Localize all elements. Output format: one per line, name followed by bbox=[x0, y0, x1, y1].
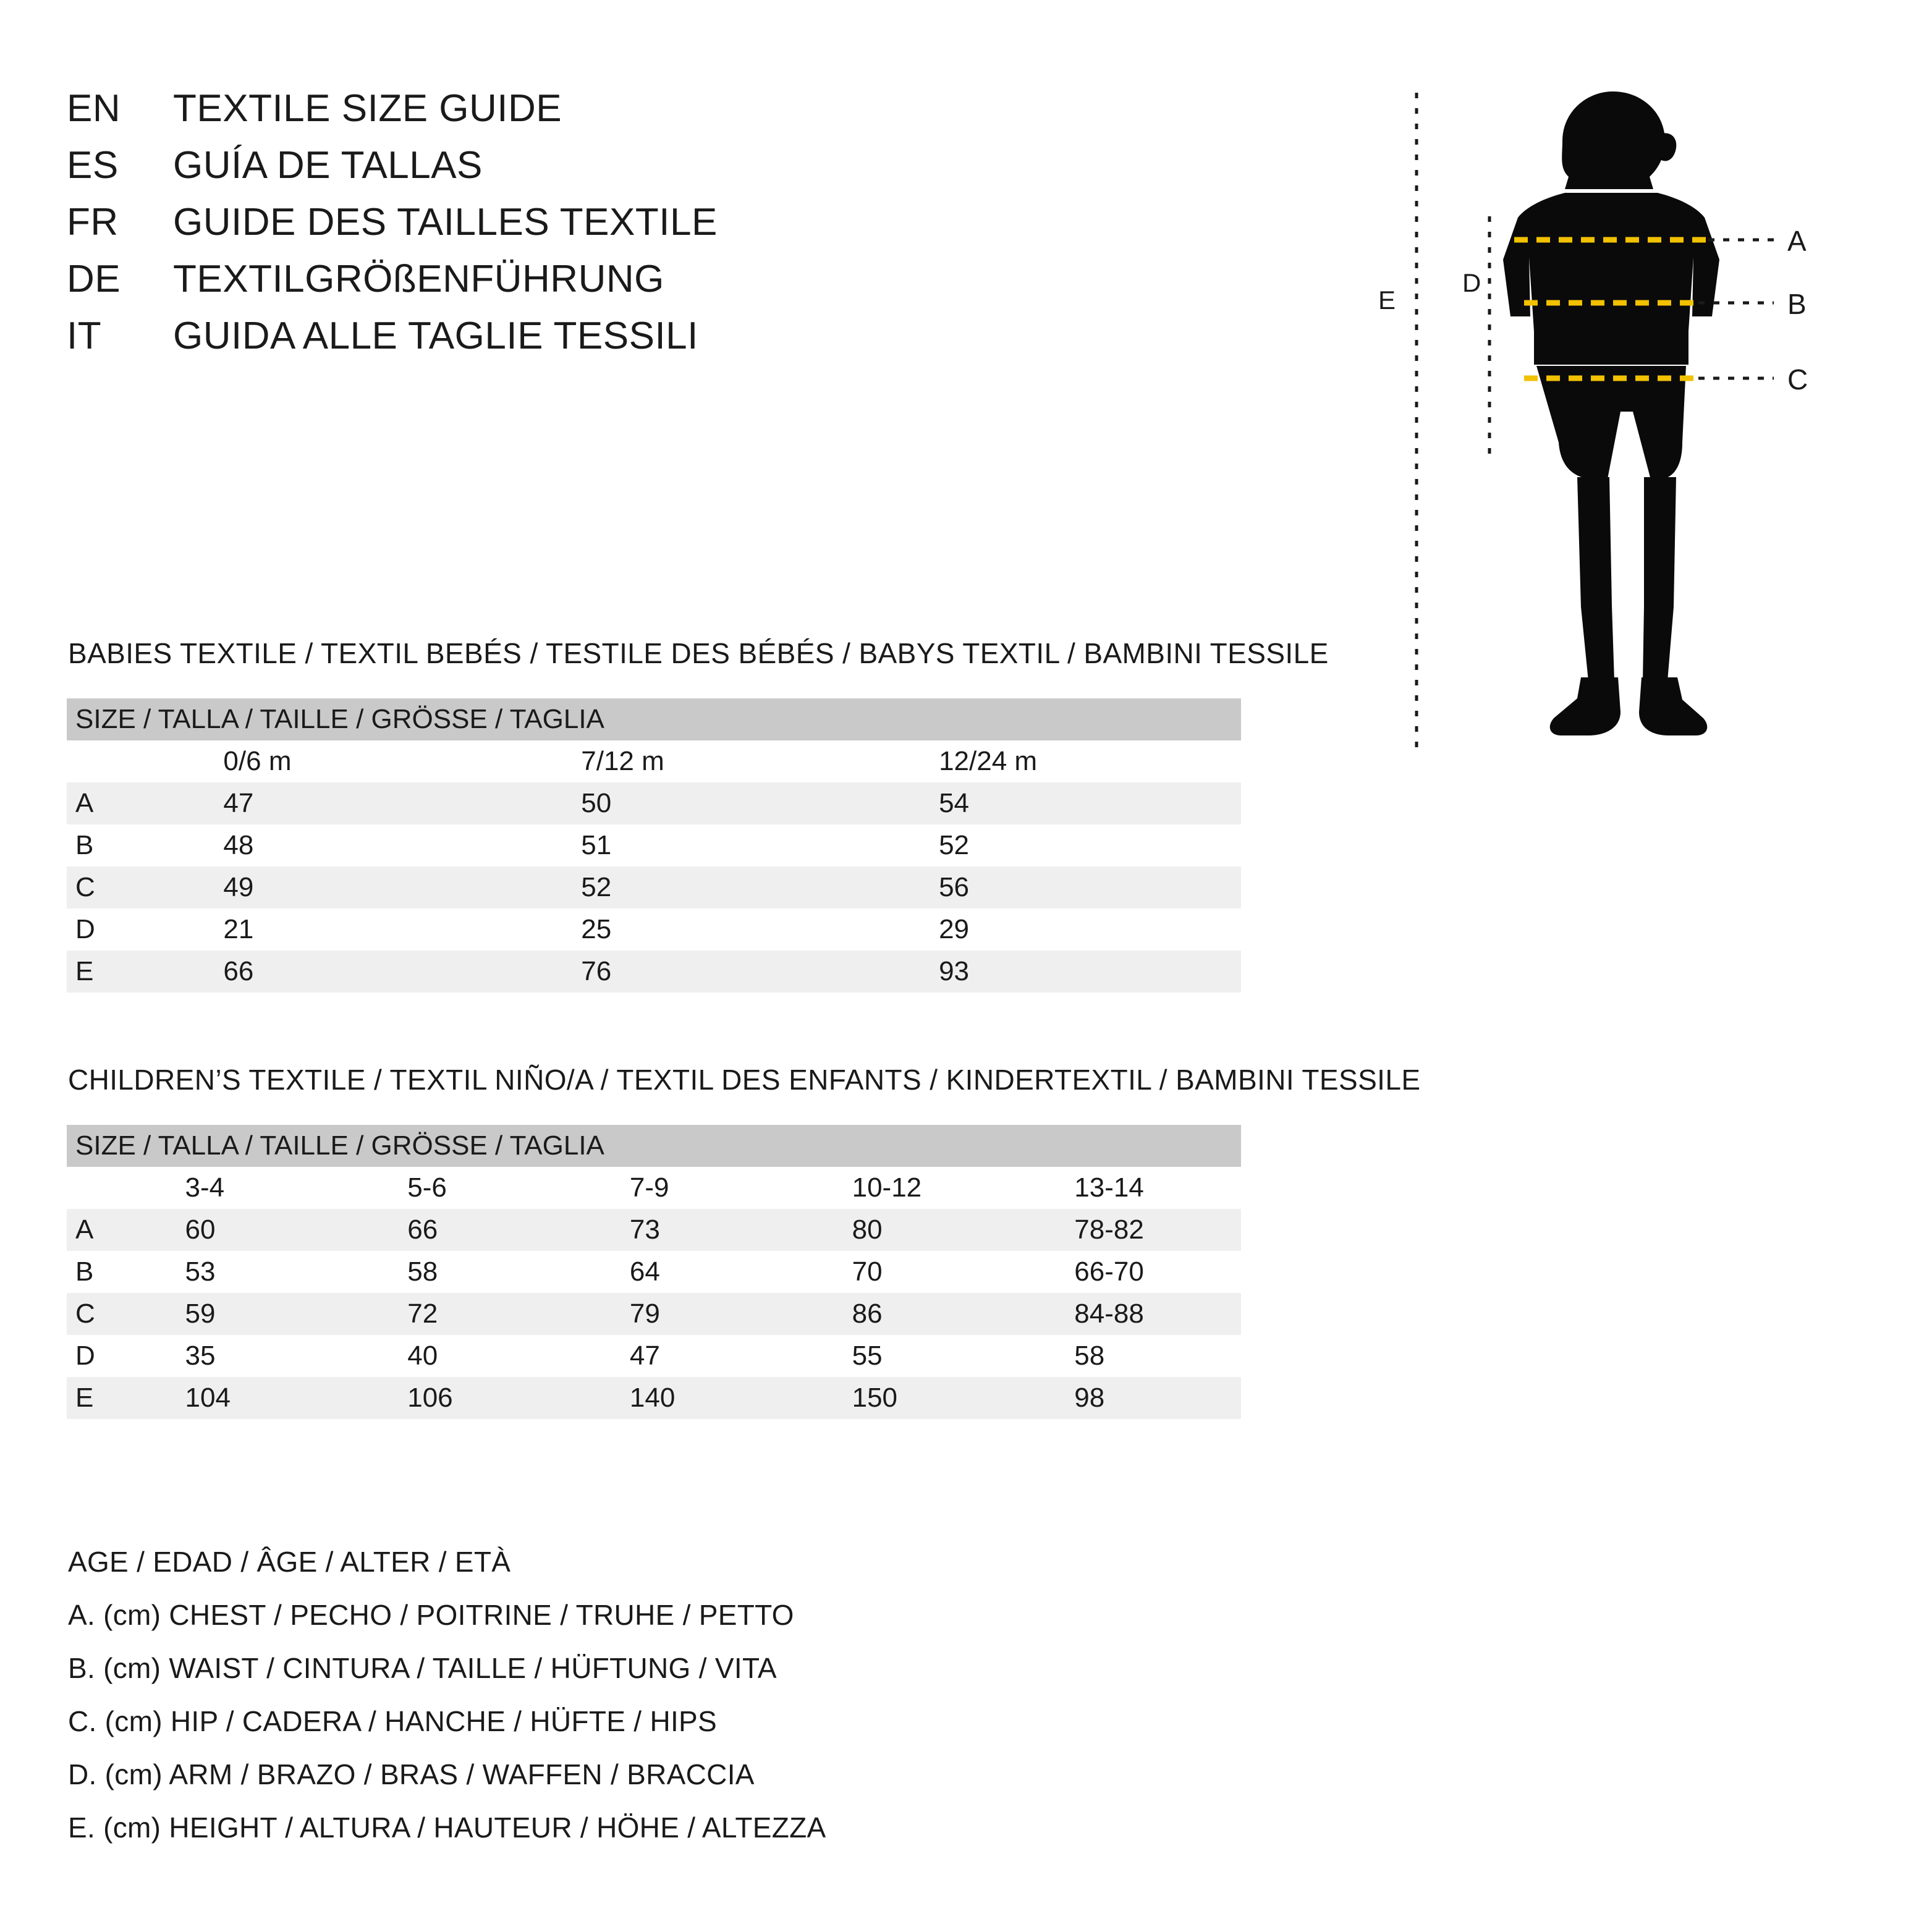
babies-a-1: 50 bbox=[525, 782, 883, 824]
children-a-4: 78-82 bbox=[1019, 1209, 1241, 1251]
table-row bbox=[67, 782, 1241, 824]
children-table bbox=[67, 1125, 1241, 1419]
legend-line-chest: A. (cm) CHEST / PECHO / POITRINE / TRUHE / PETTO bbox=[68, 1599, 794, 1631]
babies-row-label-b: B bbox=[67, 824, 167, 866]
children-d-2: 47 bbox=[574, 1335, 797, 1377]
title-text-it: GUIDA ALLE TAGLIE TESSILI bbox=[173, 315, 698, 357]
children-b-2: 64 bbox=[574, 1251, 797, 1293]
babies-row-label-e: E bbox=[67, 951, 167, 993]
babies-table bbox=[67, 698, 1241, 993]
children-column-0: 3-4 bbox=[130, 1167, 352, 1209]
children-column-header-row bbox=[67, 1167, 1241, 1209]
children-column-2: 7-9 bbox=[574, 1167, 797, 1209]
children-row-label-b: B bbox=[67, 1251, 130, 1293]
babies-column-header-row bbox=[67, 740, 1241, 782]
legend-block bbox=[68, 1545, 1428, 1864]
children-c-3: 86 bbox=[797, 1293, 1019, 1335]
title-text-de: TEXTILGRÖßENFÜHRUNG bbox=[173, 258, 664, 300]
babies-e-0: 66 bbox=[167, 951, 525, 993]
children-section-heading: CHILDREN’S TEXTILE / TEXTIL NIÑO/A / TEXTIL DES ENFANTS / KINDERTEXTIL / BAMBINI TESSILE bbox=[68, 1064, 1421, 1096]
babies-size-band-row bbox=[67, 698, 1241, 740]
children-size-table bbox=[67, 1125, 1241, 1419]
title-text-es: GUÍA DE TALLAS bbox=[173, 144, 483, 187]
children-row-label-d: D bbox=[67, 1335, 130, 1377]
children-c-1: 72 bbox=[352, 1293, 574, 1335]
title-text-fr: GUIDE DES TAILLES TEXTILE bbox=[173, 201, 718, 244]
children-corner-cell bbox=[67, 1167, 130, 1209]
title-text-en: TEXTILE SIZE GUIDE bbox=[173, 87, 562, 130]
title-lang-es: ES bbox=[67, 144, 119, 187]
babies-b-2: 52 bbox=[883, 824, 1241, 866]
title-row-it bbox=[67, 314, 1241, 371]
children-column-3: 10-12 bbox=[797, 1167, 1019, 1209]
children-a-1: 66 bbox=[352, 1209, 574, 1251]
table-row bbox=[67, 866, 1241, 909]
legend-line-age: AGE / EDAD / ÂGE / ALTER / ETÀ bbox=[68, 1546, 511, 1578]
table-row bbox=[67, 951, 1241, 993]
children-c-2: 79 bbox=[574, 1293, 797, 1335]
table-row bbox=[67, 1209, 1241, 1251]
title-row-en bbox=[67, 87, 1241, 143]
babies-row-label-a: A bbox=[67, 782, 167, 824]
children-a-0: 60 bbox=[130, 1209, 352, 1251]
children-column-4: 13-14 bbox=[1019, 1167, 1241, 1209]
table-row bbox=[67, 1335, 1241, 1377]
children-b-0: 53 bbox=[130, 1251, 352, 1293]
children-b-1: 58 bbox=[352, 1251, 574, 1293]
table-row bbox=[67, 1377, 1241, 1419]
measurement-figure bbox=[1378, 74, 1885, 766]
babies-c-1: 52 bbox=[525, 866, 883, 909]
children-e-0: 104 bbox=[130, 1377, 352, 1419]
babies-column-0: 0/6 m bbox=[167, 740, 525, 782]
babies-c-2: 56 bbox=[883, 866, 1241, 909]
babies-section-heading: BABIES TEXTILE / TEXTIL BEBÉS / TESTILE DES BÉBÉS / BABYS TEXTIL / BAMBINI TESSILE bbox=[68, 637, 1329, 669]
table-row bbox=[67, 1251, 1241, 1293]
figure-label-d: D bbox=[1462, 268, 1481, 297]
babies-d-1: 25 bbox=[525, 909, 883, 951]
legend-line-arm: D. (cm) ARM / BRAZO / BRAS / WAFFEN / BRACCIA bbox=[68, 1758, 755, 1790]
title-row-fr bbox=[67, 200, 1241, 257]
babies-row-label-c: C bbox=[67, 866, 167, 909]
babies-corner-cell bbox=[67, 740, 167, 782]
babies-d-0: 21 bbox=[167, 909, 525, 951]
children-b-3: 70 bbox=[797, 1251, 1019, 1293]
babies-size-band-label: SIZE / TALLA / TAILLE / GRÖSSE / TAGLIA bbox=[67, 698, 1241, 740]
title-lang-it: IT bbox=[67, 315, 102, 357]
children-e-1: 106 bbox=[352, 1377, 574, 1419]
title-lang-de: DE bbox=[67, 258, 121, 300]
children-e-4: 98 bbox=[1019, 1377, 1241, 1419]
babies-b-0: 48 bbox=[167, 824, 525, 866]
children-row-label-c: C bbox=[67, 1293, 130, 1335]
children-b-4: 66-70 bbox=[1019, 1251, 1241, 1293]
figure-label-c: C bbox=[1787, 363, 1808, 396]
figure-label-e: E bbox=[1378, 286, 1396, 315]
children-row-label-e: E bbox=[67, 1377, 130, 1419]
table-row bbox=[67, 909, 1241, 951]
babies-column-2: 12/24 m bbox=[883, 740, 1241, 782]
figure-label-a: A bbox=[1787, 225, 1807, 257]
children-e-3: 150 bbox=[797, 1377, 1019, 1419]
children-size-band-row bbox=[67, 1125, 1241, 1167]
children-a-2: 73 bbox=[574, 1209, 797, 1251]
figure-label-b: B bbox=[1787, 288, 1807, 320]
babies-a-2: 54 bbox=[883, 782, 1241, 824]
children-d-0: 35 bbox=[130, 1335, 352, 1377]
title-lang-fr: FR bbox=[67, 201, 119, 244]
babies-a-0: 47 bbox=[167, 782, 525, 824]
babies-b-1: 51 bbox=[525, 824, 883, 866]
babies-column-1: 7/12 m bbox=[525, 740, 883, 782]
legend-line-hip: C. (cm) HIP / CADERA / HANCHE / HÜFTE / HIPS bbox=[68, 1705, 718, 1737]
children-row-label-a: A bbox=[67, 1209, 130, 1251]
title-lang-en: EN bbox=[67, 87, 121, 130]
child-silhouette bbox=[1503, 91, 1719, 735]
babies-size-table bbox=[67, 698, 1241, 993]
children-c-0: 59 bbox=[130, 1293, 352, 1335]
children-d-1: 40 bbox=[352, 1335, 574, 1377]
children-d-4: 58 bbox=[1019, 1335, 1241, 1377]
babies-c-0: 49 bbox=[167, 866, 525, 909]
title-row-es bbox=[67, 143, 1241, 200]
babies-e-1: 76 bbox=[525, 951, 883, 993]
children-e-2: 140 bbox=[574, 1377, 797, 1419]
children-size-band-label: SIZE / TALLA / TAILLE / GRÖSSE / TAGLIA bbox=[67, 1125, 1241, 1167]
legend-line-height: E. (cm) HEIGHT / ALTURA / HAUTEUR / HÖHE / ALTEZZA bbox=[68, 1811, 826, 1844]
children-a-3: 80 bbox=[797, 1209, 1019, 1251]
table-row bbox=[67, 824, 1241, 866]
children-c-4: 84-88 bbox=[1019, 1293, 1241, 1335]
title-block bbox=[67, 87, 1241, 371]
legend-line-waist: B. (cm) WAIST / CINTURA / TAILLE / HÜFTUNG / VITA bbox=[68, 1652, 777, 1684]
babies-row-label-d: D bbox=[67, 909, 167, 951]
title-row-de bbox=[67, 257, 1241, 314]
babies-d-2: 29 bbox=[883, 909, 1241, 951]
table-row bbox=[67, 1293, 1241, 1335]
figure-svg bbox=[1378, 74, 1885, 766]
children-column-1: 5-6 bbox=[352, 1167, 574, 1209]
babies-e-2: 93 bbox=[883, 951, 1241, 993]
children-d-3: 55 bbox=[797, 1335, 1019, 1377]
